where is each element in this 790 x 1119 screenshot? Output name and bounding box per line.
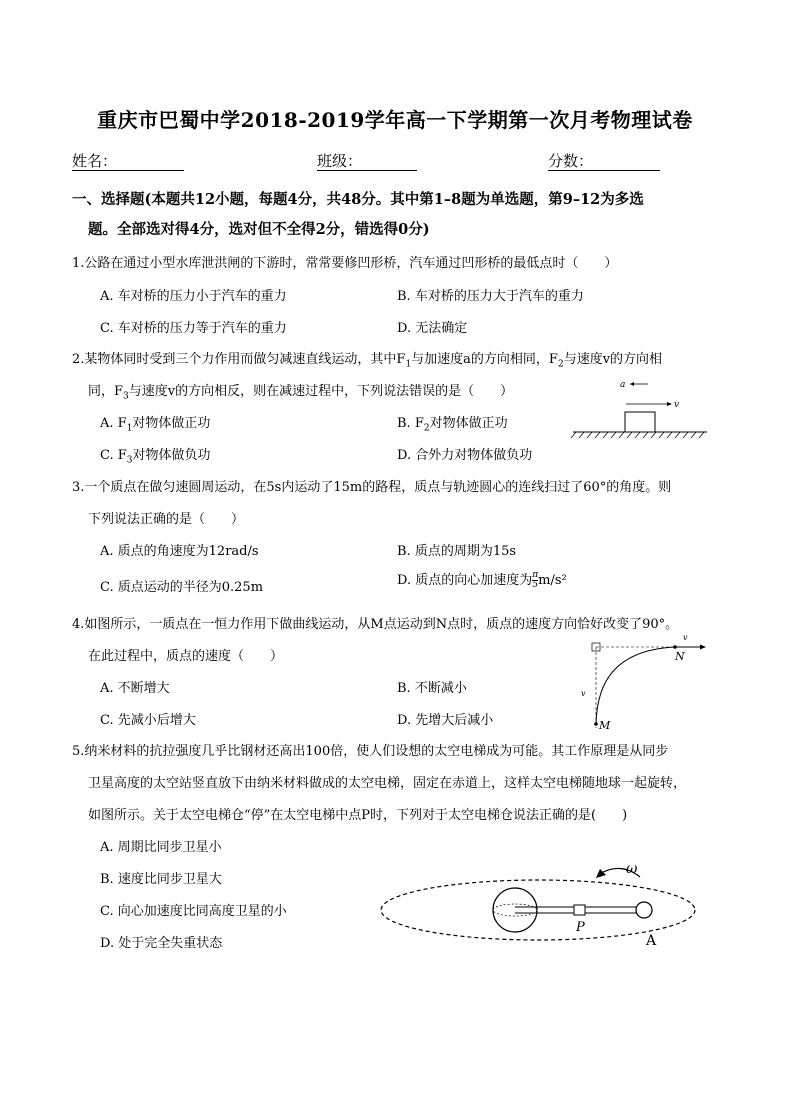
q2-stem-line2: 同，$F_3$与速度v的方向相反，则在减速过程中，下列说法错误的是（ ） <box>88 384 514 402</box>
fig-label-vn: v <box>683 633 688 642</box>
q2-block-figure <box>570 378 710 438</box>
q5-option-d: D. 处于完全失重状态 <box>100 936 223 951</box>
fig-label-omega: ω <box>626 861 638 877</box>
q3-option-c: C. 质点运动的半径为0.25m <box>100 580 264 595</box>
q4-curve-figure <box>575 632 715 732</box>
fig-label-vm: v <box>581 689 586 698</box>
q4-stem: 4.如图所示，一质点在一恒力作用下做曲线运动，从M点运动到N点时，质点的速度方向恰好改变了90°。 <box>72 617 679 632</box>
q2-option-c: C. $F_3$对物体做负功 <box>100 448 211 466</box>
fig-label-a: a <box>620 380 626 390</box>
q2-stem: 2.某物体同时受到三个力作用而做匀减速直线运动，其中$F_1$与加速度a的方向相同，$F_2$与速度v的方向相 <box>72 352 663 370</box>
q1-option-b: B. 车对桥的压力大于汽车的重力 <box>397 289 584 304</box>
score-blank <box>548 154 660 171</box>
q3-stem: 3.一个质点在做匀速圆周运动，在5s内运动了15m的路程，质点与轨迹圆心的连线扫过了60°的角度。则 <box>72 480 672 495</box>
q4-stem-line2: 在此过程中，质点的速度（ ） <box>88 649 284 664</box>
q5-stem-line2: 卫星高度的太空站竖直放下由纳米材料做成的太空电梯，固定在赤道上，这样太空电梯随地球一起旋转， <box>88 776 687 791</box>
q5-space-elevator-figure <box>378 855 708 950</box>
class-blank <box>317 154 417 171</box>
q2-option-b: B. $F_2$对物体做正功 <box>397 416 508 434</box>
page-title: 重庆市巴蜀中学2018-2019学年高一下学期第一次月考物理试卷 <box>97 108 693 132</box>
fig-label-a-point: A <box>646 933 657 949</box>
section-heading-line2: 题。全部选对得4分，选对但不全得2分，错选得0分) <box>88 221 430 238</box>
score-label: 分数： <box>548 152 594 170</box>
q4-option-d: D. 先增大后减小 <box>397 713 494 728</box>
name-field <box>72 150 117 171</box>
q1-stem: 1.公路在通过小型水库泄洪闸的下游时，常常要修凹形桥，汽车通过凹形桥的最低点时（ ） <box>72 256 618 271</box>
q3-option-d: D. 质点的向心加速度为 $\frac{\pi}{5}$ m/s² <box>397 570 567 590</box>
name-blank <box>72 154 184 171</box>
name-label: 姓名： <box>72 152 118 170</box>
q3-stem-line2: 下列说法正确的是（ ） <box>88 512 245 527</box>
q5-option-a: A. 周期比同步卫星小 <box>100 840 222 855</box>
class-field <box>317 150 362 171</box>
fig-label-n: N <box>675 650 685 663</box>
score-field <box>548 150 593 171</box>
q5-option-b: B. 速度比同步卫星大 <box>100 872 222 887</box>
q1-option-a: A. 车对桥的压力小于汽车的重力 <box>100 289 287 304</box>
fig-label-p: P <box>576 920 585 935</box>
q4-option-c: C. 先减小后增大 <box>100 713 196 728</box>
q1-option-d: D. 无法确定 <box>397 321 468 336</box>
fig-label-v: v <box>674 400 680 410</box>
class-label: 班级： <box>317 152 363 170</box>
q1-option-c: C. 车对桥的压力等于汽车的重力 <box>100 321 287 336</box>
q5-stem-line3: 如图所示。关于太空电梯仓“停”在太空电梯中点P时，下列对于太空电梯仓说法正确的是( ) <box>88 808 628 823</box>
q5-option-c: C. 向心加速度比同高度卫星的小 <box>100 904 287 919</box>
q2-option-d: D. 合外力对物体做负功 <box>397 448 533 463</box>
q4-option-b: B. 不断减小 <box>397 681 467 696</box>
section-heading-line1: 一、选择题(本题共12小题，每题4分，共48分。其中第1–8题为单选题，第9–12为多选 <box>72 191 644 208</box>
q3-option-a: A. 质点的角速度为12rad/s <box>100 544 259 559</box>
q3-option-b: B. 质点的周期为15s <box>397 544 517 559</box>
block <box>625 412 655 432</box>
q4-option-a: A. 不断增大 <box>100 681 170 696</box>
q5-stem: 5.纳米材料的抗拉强度几乎比钢材还高出100倍，使人们设想的太空电梯成为可能。其工作原理是从同步 <box>72 744 669 759</box>
fig-label-m: M <box>599 719 611 732</box>
q2-option-a: A. $F_1$对物体做正功 <box>100 416 211 434</box>
